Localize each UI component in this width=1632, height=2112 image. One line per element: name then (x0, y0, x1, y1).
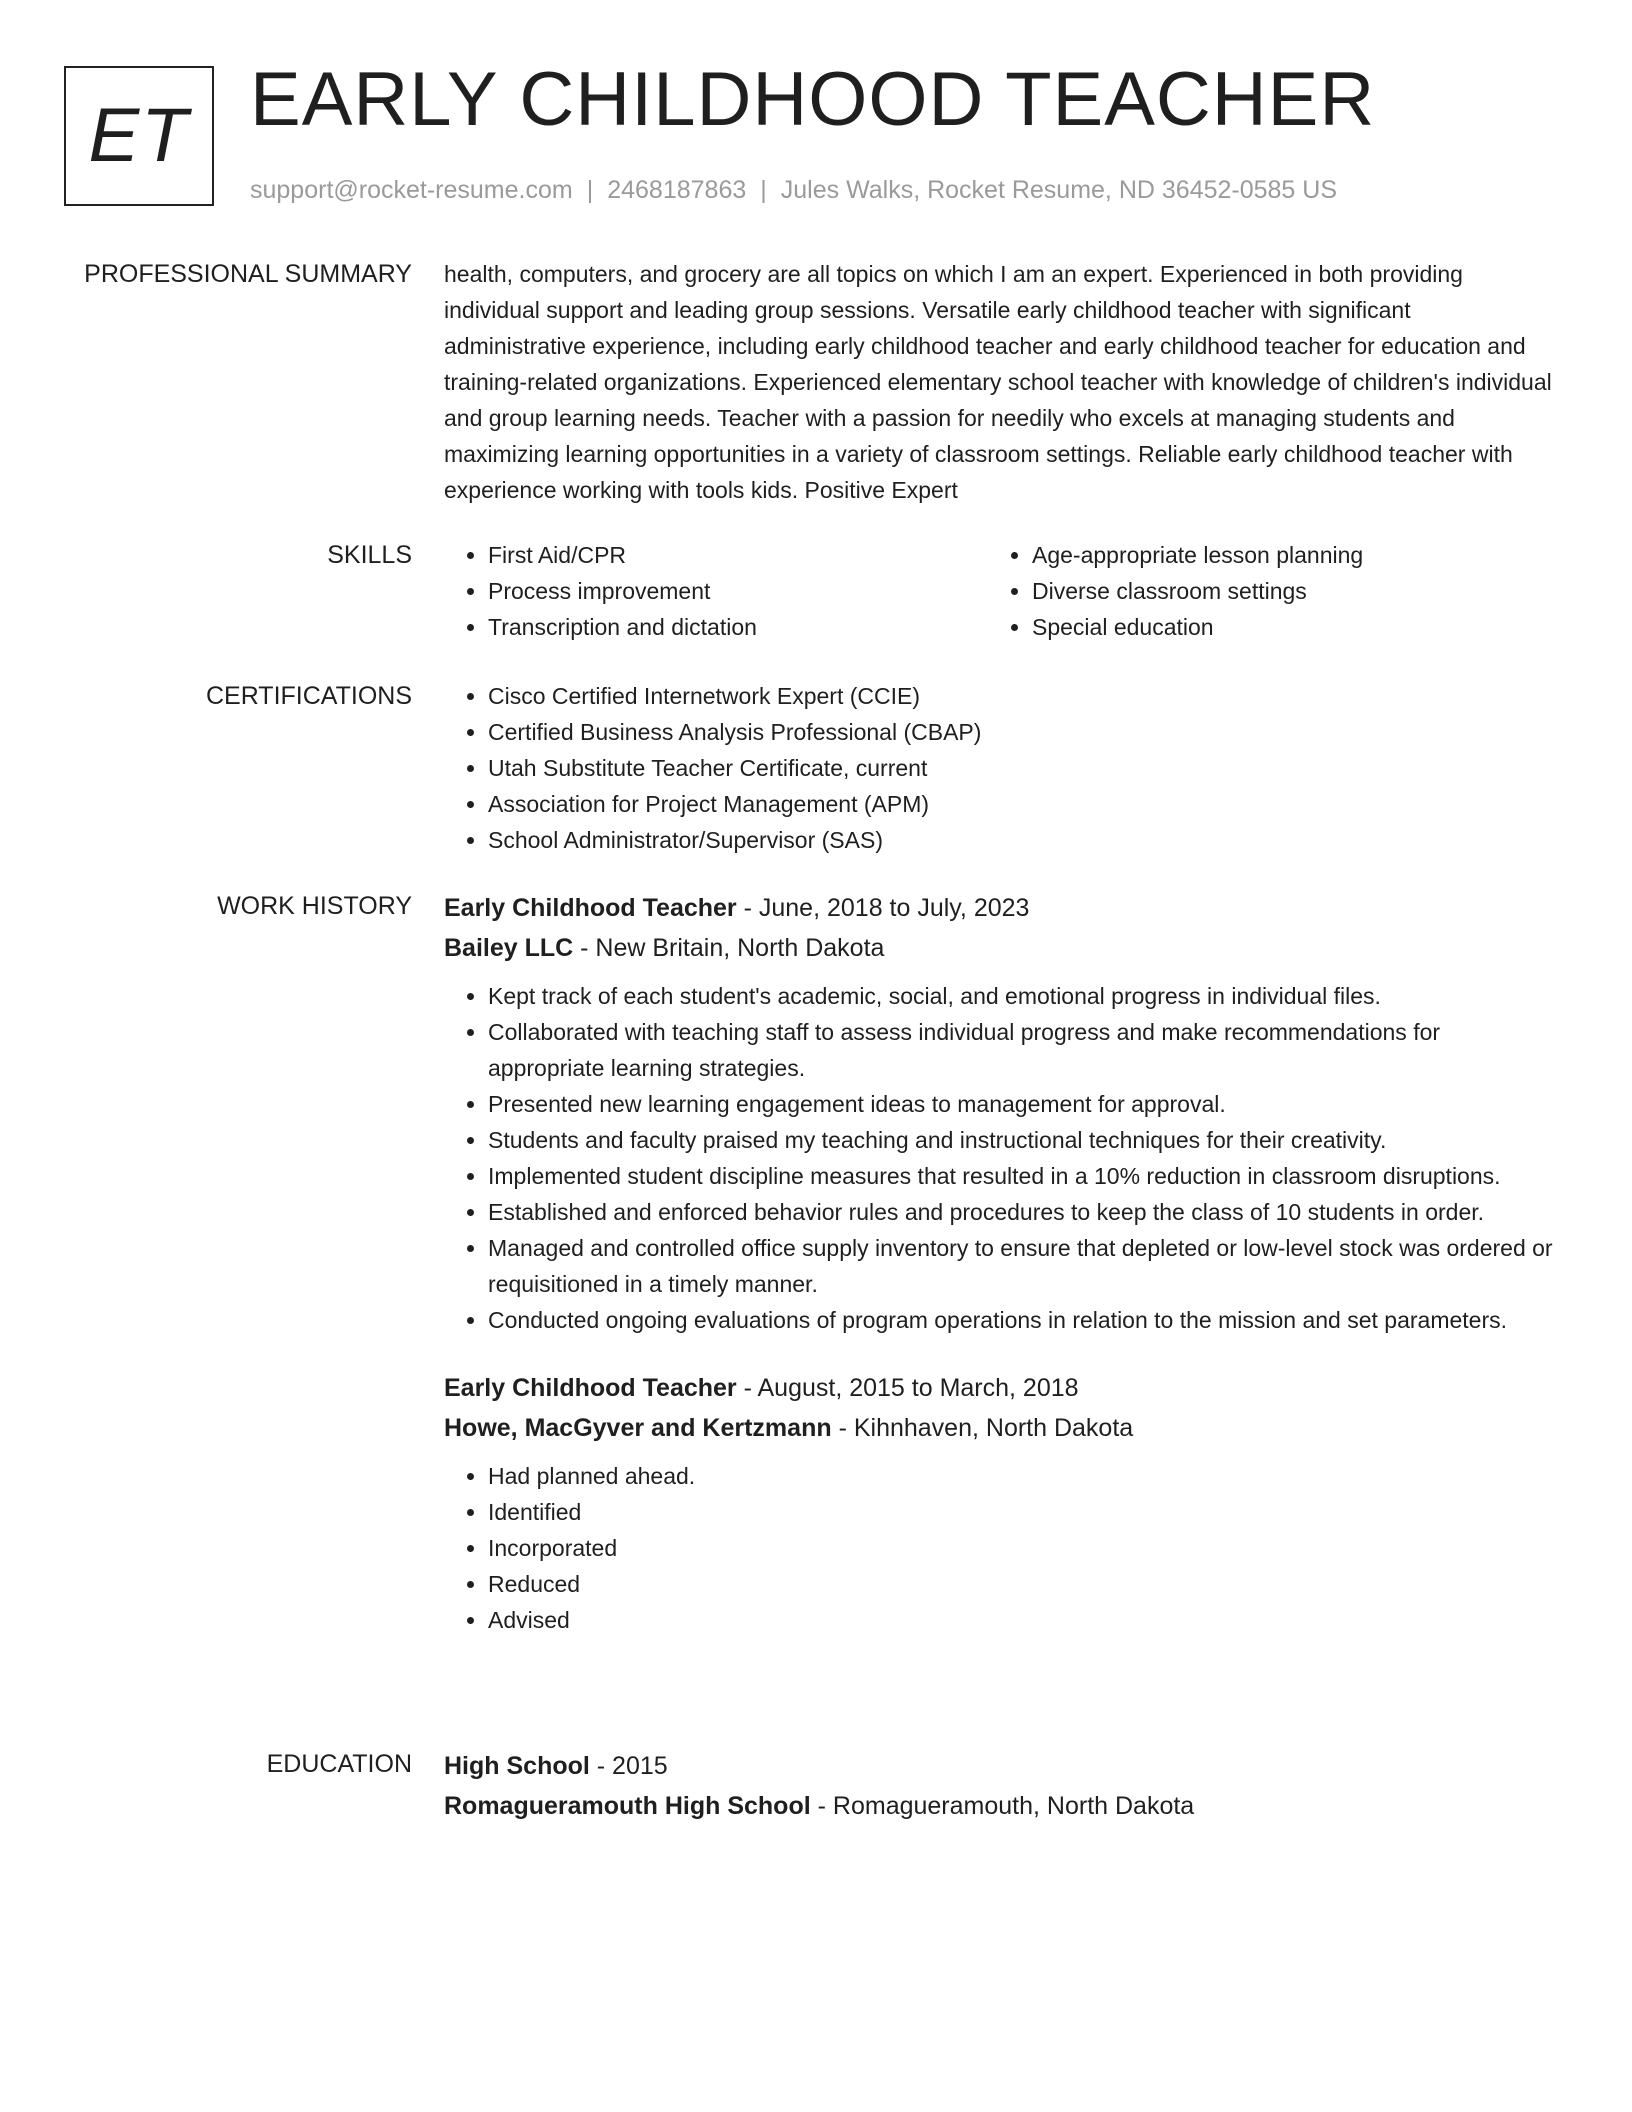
education-title: EDUCATION (266, 1750, 412, 1778)
job-bullet: • Incorporated (488, 1530, 1556, 1566)
skill-item: • Transcription and dictation (488, 609, 988, 645)
education-degree: High School (444, 1752, 590, 1780)
skills-grid (444, 537, 1556, 645)
job-role: Early Childhood Teacher (444, 894, 737, 922)
monogram-box (64, 66, 214, 206)
certifications-list (444, 678, 1556, 858)
skills-column-2 (988, 537, 1532, 645)
summary-title: PROFESSIONAL SUMMARY (84, 260, 412, 288)
job-location: - Kihnhaven, North Dakota (831, 1414, 1134, 1442)
education-location: - Romagueramouth, North Dakota (810, 1792, 1195, 1820)
education-degree-line (444, 1746, 1556, 1786)
certification-item: • Utah Substitute Teacher Certificate, current (488, 750, 1556, 786)
job-role: Early Childhood Teacher (444, 1374, 737, 1402)
job-company: Bailey LLC (444, 934, 574, 962)
work-history-title: WORK HISTORY (217, 892, 412, 920)
job-entry (444, 888, 1556, 1338)
contact-separator: | (586, 176, 594, 204)
job-bullet: • Established and enforced behavior rules and procedures to keep the class of 10 students in order. (488, 1194, 1556, 1230)
contact-phone: 2468187863 (607, 176, 747, 204)
certification-item: • Association for Project Management (APM) (488, 786, 1556, 822)
monogram-initials: ET (88, 93, 190, 178)
job-bullet: • Managed and controlled office supply inventory to ensure that depleted or low-level stock was ordered or requisitioned in a timely manner. (488, 1230, 1556, 1302)
job-dates: - June, 2018 to July, 2023 (736, 894, 1030, 922)
job-location: - New Britain, North Dakota (573, 934, 885, 962)
job-company-line (444, 928, 1556, 968)
job-bullet: • Students and faculty praised my teaching and instructional techniques for their creativity. (488, 1122, 1556, 1158)
education-body (444, 1746, 1556, 1826)
summary-text: health, computers, and grocery are all topics on which I am an expert. Experienced in both providing individual support and leading group sessions. Versatile early childhood teacher with significant administrative experience, including early childhood teacher and early childhood teacher for education and training-related organizations. Experienced elementary school teacher with knowledge of children's individual and group learning needs. Teacher with a passion for needily who excels at managing students and maximizing learning opportunities in a variety of classroom settings. Reliable early childhood teacher with experience working with tools kids. Positive Expert (444, 261, 1552, 503)
skill-item: • Process improvement (488, 573, 988, 609)
job-company-line (444, 1408, 1556, 1448)
skill-item: • Special education (1032, 609, 1532, 645)
skill-item: • Age-appropriate lesson planning (1032, 537, 1532, 573)
education-school: Romagueramouth High School (444, 1792, 811, 1820)
job-bullet-list (444, 978, 1556, 1338)
skills-column-1 (444, 537, 988, 645)
job-company: Howe, MacGyver and Kertzmann (444, 1414, 832, 1442)
job-bullet: • Had planned ahead. (488, 1458, 1556, 1494)
job-title-line (444, 1368, 1556, 1408)
job-entry (444, 1368, 1556, 1638)
certifications-body (444, 678, 1556, 858)
resume-name: EARLY CHILDHOOD TEACHER (250, 57, 1376, 142)
job-title-line (444, 888, 1556, 928)
skill-item: • First Aid/CPR (488, 537, 988, 573)
contact-email: support@rocket-resume.com (250, 176, 573, 204)
education-school-line (444, 1786, 1556, 1826)
job-bullet: • Implemented student discipline measures that resulted in a 10% reduction in classroom disruptions. (488, 1158, 1556, 1194)
job-bullet: • Conducted ongoing evaluations of program operations in relation to the mission and set parameters. (488, 1302, 1556, 1338)
job-bullet: • Advised (488, 1602, 1556, 1638)
certification-item: • School Administrator/Supervisor (SAS) (488, 822, 1556, 858)
education-year: - 2015 (589, 1752, 668, 1780)
work-history-body (444, 888, 1556, 1638)
certifications-title: CERTIFICATIONS (205, 682, 412, 710)
skills-title: SKILLS (327, 541, 412, 569)
job-bullet: • Reduced (488, 1566, 1556, 1602)
job-bullet: • Collaborated with teaching staff to assess individual progress and make recommendations for appropriate learning strategies. (488, 1014, 1556, 1086)
certification-item: • Cisco Certified Internetwork Expert (CCIE) (488, 678, 1556, 714)
job-dates: - August, 2015 to March, 2018 (736, 1374, 1079, 1402)
job-bullet: • Identified (488, 1494, 1556, 1530)
job-bullet: • Kept track of each student's academic, social, and emotional progress in individual files. (488, 978, 1556, 1014)
contact-separator: | (760, 176, 767, 204)
skill-item: • Diverse classroom settings (1032, 573, 1532, 609)
certification-item: • Certified Business Analysis Professional (CBAP) (488, 714, 1556, 750)
summary-body (444, 256, 1556, 508)
job-bullet-list (444, 1458, 1556, 1638)
contact-line (250, 172, 1337, 208)
contact-address: Jules Walks, Rocket Resume, ND 36452-0585 US (780, 176, 1338, 204)
job-bullet: • Presented new learning engagement ideas to management for approval. (488, 1086, 1556, 1122)
